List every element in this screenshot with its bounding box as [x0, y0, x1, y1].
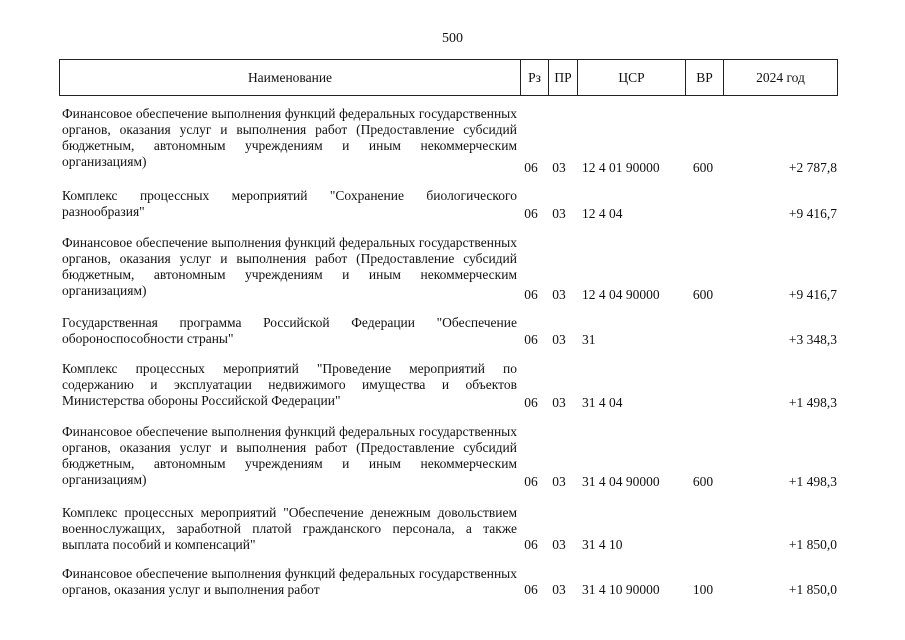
- row-rz: 06: [524, 160, 538, 175]
- row-csr: 31 4 04: [582, 395, 623, 410]
- row-name: Комплекс процессных мероприятий "Обеспечение денежным довольствием военнослужащих, заработной платой гражданского персонала, а также выплата пособий и компенсаций": [62, 505, 517, 552]
- row-csr: 12 4 04: [582, 206, 623, 221]
- row-rz: 06: [524, 395, 538, 410]
- row-pr: 03: [552, 395, 566, 410]
- row-name: Финансовое обеспечение выполнения функций федеральных государственных органов, оказания услуг и выполнения работ (Предоставление субсидий бюджетным, автономным учреждениям и иным некоммерческим организациям): [62, 106, 517, 169]
- row-amount: +3 348,3: [788, 332, 837, 347]
- row-name: Комплекс процессных мероприятий "Проведение мероприятий по содержанию и эксплуатации недвижимого имущества и объектов Министерства обороны Российской Федерации": [62, 361, 517, 408]
- row-amount: +2 787,8: [788, 160, 837, 175]
- row-rz: 06: [524, 287, 538, 302]
- row-amount: +1 498,3: [788, 395, 837, 410]
- row-name: Государственная программа Российской Федерации "Обеспечение обороноспособности страны": [62, 315, 517, 346]
- row-pr: 03: [552, 332, 566, 347]
- row-amount: +1 850,0: [788, 537, 837, 552]
- row-name: Комплекс процессных мероприятий "Сохранение биологического разнообразия": [62, 188, 517, 219]
- row-pr: 03: [552, 160, 566, 175]
- row-pr: 03: [552, 537, 566, 552]
- header-csr: ЦСР: [578, 60, 686, 95]
- header-name: Наименование: [60, 60, 521, 95]
- row-amount: +1 850,0: [788, 582, 837, 597]
- row-csr: 12 4 01 90000: [582, 160, 660, 175]
- row-pr: 03: [552, 474, 566, 489]
- row-csr: 31: [582, 332, 596, 347]
- row-csr: 31 4 10: [582, 537, 623, 552]
- row-pr: 03: [552, 287, 566, 302]
- row-rz: 06: [524, 537, 538, 552]
- row-rz: 06: [524, 332, 538, 347]
- row-csr: 12 4 04 90000: [582, 287, 660, 302]
- row-name: Финансовое обеспечение выполнения функций федеральных государственных органов, оказания услуг и выполнения работ (Предоставление субсидий бюджетным, автономным учреждениям и иным некоммерческим организациям): [62, 424, 517, 487]
- row-amount: +1 498,3: [788, 474, 837, 489]
- row-amount: +9 416,7: [788, 206, 837, 221]
- row-vr: 600: [692, 474, 714, 489]
- row-rz: 06: [524, 474, 538, 489]
- row-amount: +9 416,7: [788, 287, 837, 302]
- header-pr: ПР: [549, 60, 578, 95]
- row-name: Финансовое обеспечение выполнения функций федеральных государственных органов, оказания услуг и выполнения работ: [62, 566, 517, 597]
- row-csr: 31 4 04 90000: [582, 474, 660, 489]
- row-csr: 31 4 10 90000: [582, 582, 660, 597]
- row-pr: 03: [552, 206, 566, 221]
- header-year: 2024 год: [756, 70, 805, 85]
- row-name: Финансовое обеспечение выполнения функций федеральных государственных органов, оказания услуг и выполнения работ (Предоставление субсидий бюджетным, автономным учреждениям и иным некоммерческим организациям): [62, 235, 517, 298]
- row-vr: 100: [692, 582, 714, 597]
- header-rz: Рз: [521, 60, 549, 95]
- page-number: 500: [442, 31, 463, 46]
- row-rz: 06: [524, 582, 538, 597]
- header-vr: ВР: [686, 60, 724, 95]
- row-pr: 03: [552, 582, 566, 597]
- row-rz: 06: [524, 206, 538, 221]
- row-vr: 600: [692, 287, 714, 302]
- row-vr: 600: [692, 160, 714, 175]
